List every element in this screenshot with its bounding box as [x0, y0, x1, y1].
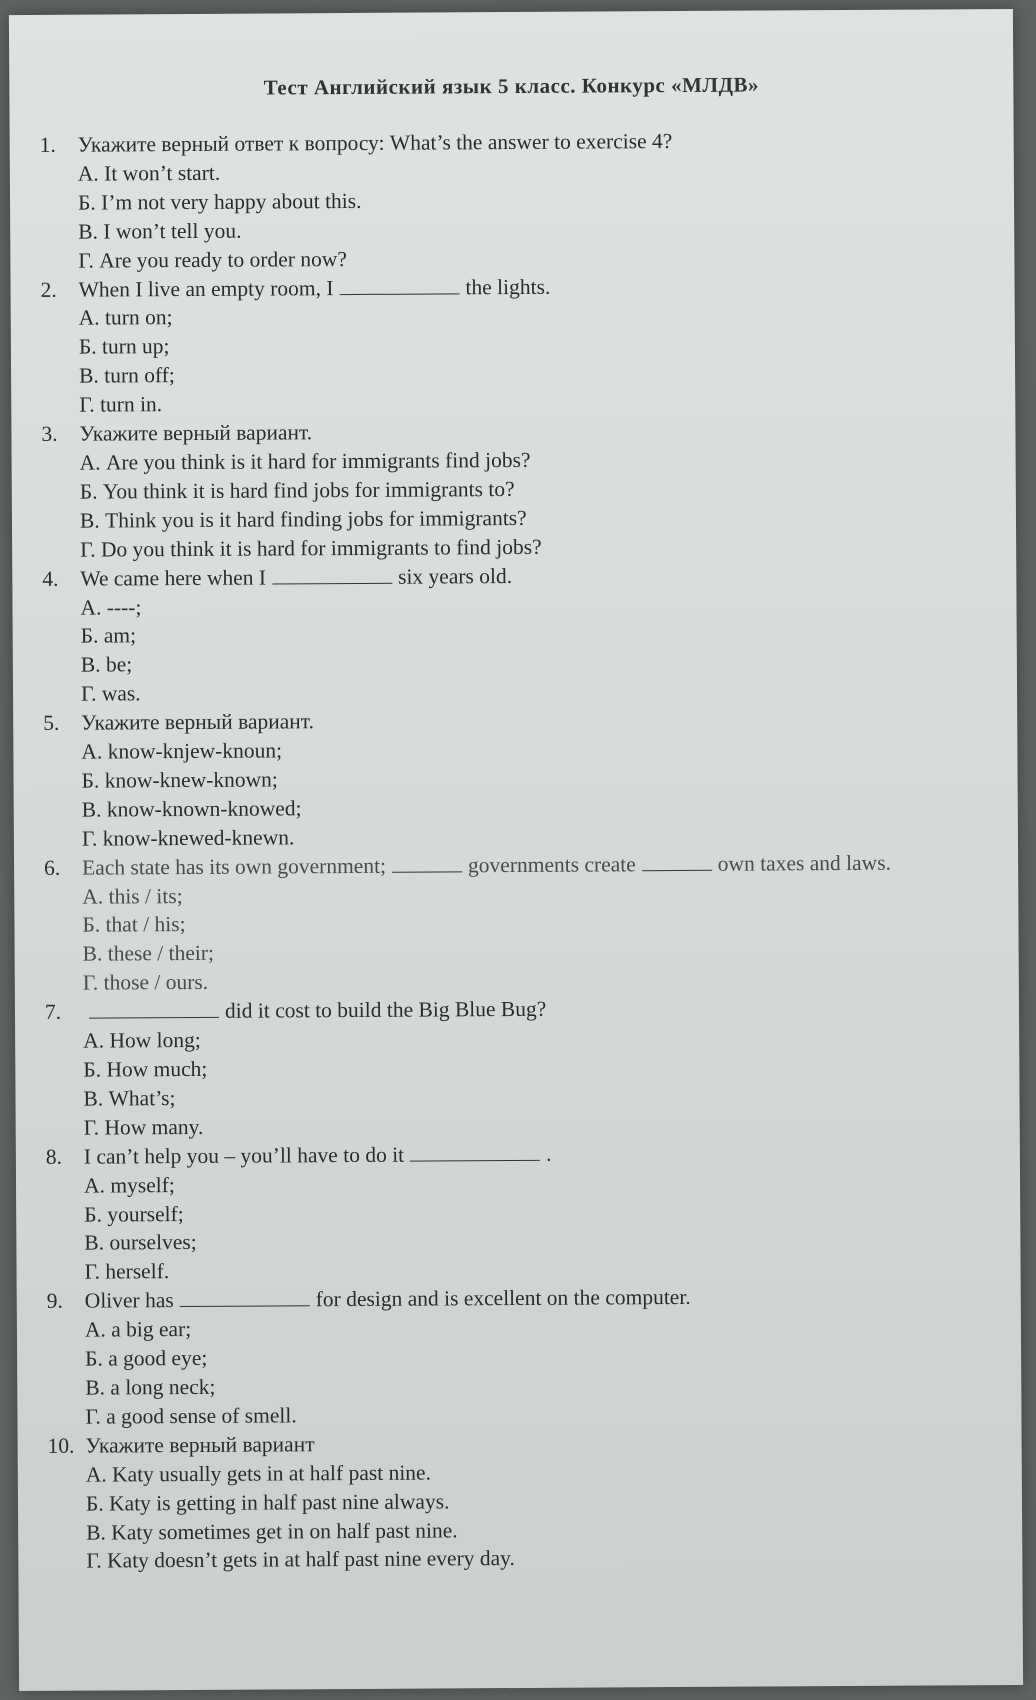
question-text: [80, 562, 512, 594]
question-list: [40, 125, 1009, 1576]
answer-option: В. ourselves;: [84, 1230, 197, 1256]
question-line: [44, 848, 1004, 883]
answer-option: Б. am;: [80, 623, 137, 649]
page-title: Тест Английский язык 5 класс. Конкурс «МЛДВ»: [263, 72, 760, 100]
question-2: [40, 270, 1001, 420]
answer-option: Г. know-knewed-knewn.: [81, 825, 295, 851]
answer-option: Г. Do you think it is hard for immigrants to find jobs?: [80, 534, 542, 562]
question-text-middle: governments create: [467, 851, 636, 877]
question-text-before: We came here when I: [80, 565, 267, 591]
answer-option: А. Katy usually gets in at half past nine.: [85, 1460, 431, 1487]
answer-option: В. turn off;: [79, 363, 175, 388]
answer-option: В. know-known-knowed;: [81, 796, 302, 822]
question-number: 8.: [45, 1144, 63, 1169]
answer-option: А. It won’t start.: [77, 160, 221, 186]
answer-option: Б. How much;: [83, 1056, 208, 1082]
question-text: Укажите верный вариант.: [81, 709, 314, 735]
question-6: [44, 848, 1005, 998]
answer-option: Б. yourself;: [84, 1201, 184, 1227]
question-text: [82, 848, 891, 882]
question-number: 9.: [46, 1289, 63, 1314]
question-text: [85, 1283, 691, 1316]
answer-option: В. a long neck;: [85, 1374, 216, 1400]
answer-option: А. ----;: [80, 594, 142, 620]
test-sheet: [9, 9, 1023, 1691]
answer-option: А. Are you think is it hard for immigrants find jobs?: [79, 447, 531, 475]
answer-option: Б. turn up;: [78, 334, 170, 360]
question-number: 3.: [41, 421, 58, 446]
answer-option: В. be;: [80, 652, 133, 677]
question-text-after: .: [546, 1141, 552, 1166]
answer-option: Б. that / his;: [82, 912, 186, 938]
question-text: [78, 272, 550, 304]
answer-option: В. Katy sometimes get in on half past nine.: [86, 1517, 458, 1545]
question-5: [43, 703, 1004, 853]
question-text-after: six years old.: [397, 563, 513, 589]
question-number: 7.: [44, 999, 62, 1025]
question-text: Укажите верный вариант.: [79, 420, 313, 446]
question-text: Укажите верный вариант: [85, 1432, 315, 1458]
answer-option: А. myself;: [83, 1172, 175, 1198]
question-3: [41, 414, 1002, 564]
answer-option: А. turn on;: [78, 305, 173, 331]
answer-option: Г. turn in.: [79, 392, 163, 417]
answer-option: В. What’s;: [83, 1085, 176, 1111]
answer-option: В. Think you is it hard finding jobs for immigrants?: [79, 505, 527, 533]
answer-option: Г. herself.: [84, 1259, 170, 1284]
answer-option: А. How long;: [83, 1028, 201, 1053]
answer-blank: [642, 868, 712, 870]
answer-option: Б. know-knew-known;: [81, 767, 278, 793]
answer-option: В. I won’t tell you.: [78, 218, 242, 244]
answer-blank: [89, 1016, 219, 1019]
question-text: [84, 1140, 552, 1172]
answer-option: Г. a good sense of smell.: [85, 1403, 297, 1429]
answer-option: Б. a good eye;: [85, 1345, 208, 1371]
question-text-after: own taxes and laws.: [717, 850, 891, 876]
answer-option: Г. was.: [80, 681, 141, 706]
answer-blank: [180, 1305, 310, 1308]
question-number: 5.: [43, 710, 60, 736]
answer-option: А. this / its;: [82, 883, 183, 909]
question-1: [40, 125, 1001, 275]
question-7: [45, 992, 1006, 1142]
answer-option: Г. Katy doesn’t gets in at half past nine every day.: [86, 1546, 515, 1574]
question-10: [48, 1426, 1009, 1576]
answer-option: А. know-knjew-knoun;: [81, 738, 283, 764]
question-text: [83, 995, 546, 1027]
question-text-before: When I live an empty room, I: [78, 275, 334, 302]
question-number: 10.: [47, 1433, 75, 1458]
question-text: Укажите верный ответ к вопросу: What’s the answer to exercise 4?: [77, 129, 673, 157]
answer-blank: [392, 870, 462, 872]
answer-option: А. a big ear;: [84, 1317, 192, 1342]
question-number: 2.: [40, 277, 57, 302]
answer-option: В. these / their;: [82, 941, 215, 967]
answer-blank: [272, 581, 392, 584]
answer-option: Б. I’m not very happy about this.: [77, 188, 362, 215]
answer-option: Г. those / ours.: [82, 970, 209, 995]
answer-option: Г. How many.: [83, 1114, 204, 1140]
answer-option: Г. Are you ready to order now?: [78, 246, 347, 273]
question-number: 6.: [44, 855, 61, 880]
question-text-after: did it cost to build the Big Blue Bug?: [224, 997, 547, 1023]
question-4: [42, 559, 1003, 709]
question-text-before: Oliver has: [84, 1288, 174, 1313]
question-8: [46, 1137, 1007, 1287]
question-text-after: for design and is excellent on the computer.: [315, 1285, 691, 1312]
question-number: 1.: [39, 132, 56, 157]
answer-option: Б. You think it is hard find jobs for immigrants to?: [79, 476, 515, 504]
question-text-before: Each state has its own government;: [82, 853, 387, 880]
question-number: 4.: [42, 566, 59, 591]
question-9: [47, 1281, 1008, 1431]
answer-blank: [340, 292, 460, 295]
question-text-before: I can’t help you – you’ll have to do it: [83, 1142, 405, 1169]
answer-option: Б. Katy is getting in half past nine always.: [85, 1489, 450, 1516]
answer-blank: [410, 1159, 540, 1162]
question-text-after: the lights.: [465, 274, 551, 299]
